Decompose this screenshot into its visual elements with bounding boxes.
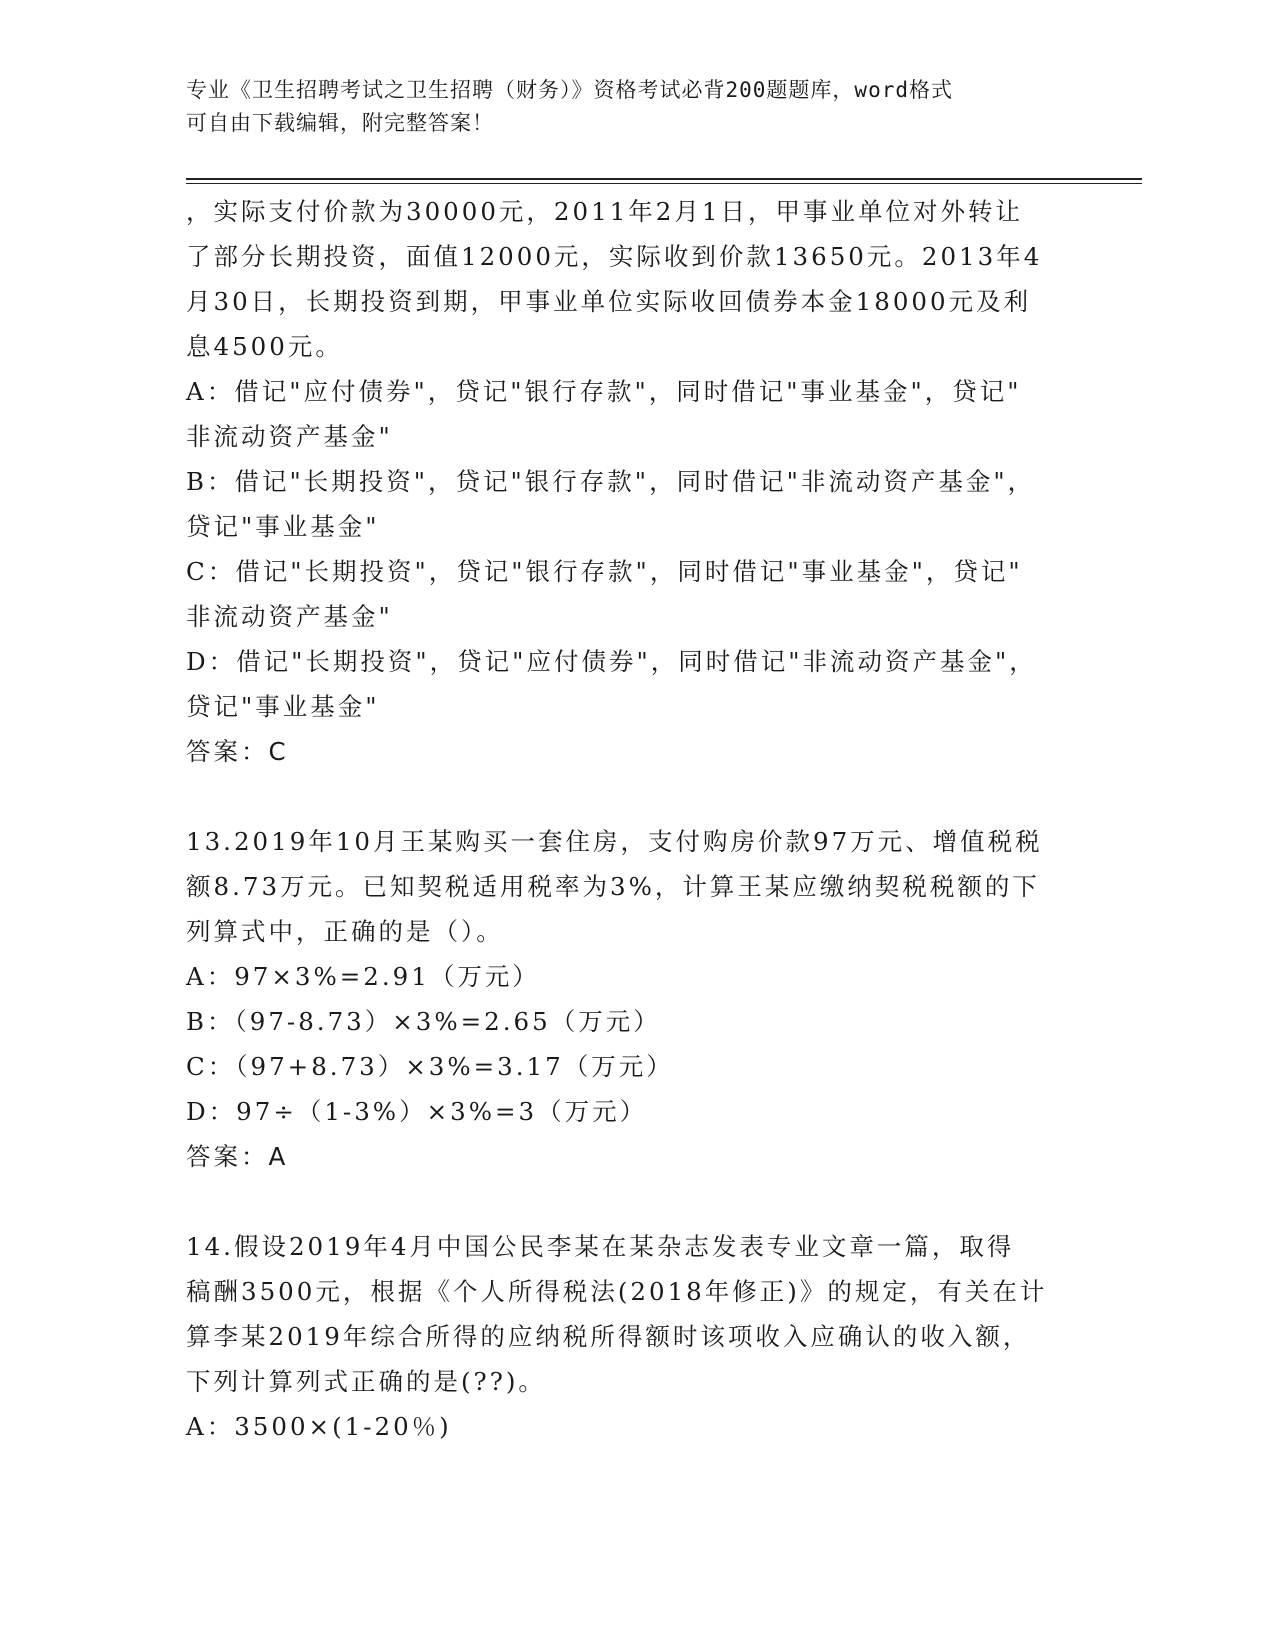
question-14-option-a: A：3500×(1-20％) [186,1412,452,1441]
question-14 [186,1224,1086,1449]
spacer [186,774,1086,819]
question-13-stem-line: 13.2019年10月王某购买一套住房，支付购房价款97万元、增值税税 [186,827,1043,856]
header-divider-thick [186,178,1142,180]
question-12-stem-line: 月30日，长期投资到期，甲事业单位实际收回债券本金18000元及利 [186,287,1032,316]
question-13-answer: 答案：A [186,1142,289,1171]
question-13-option-a: A：97×3%=2.91（万元） [186,962,540,991]
question-12-stem-line: 息4500元。 [186,332,343,361]
question-12-answer: 答案：C [186,737,289,766]
question-12-stem-line: ，实际支付价款为30000元，2011年2月1日，甲事业单位对外转让 [186,197,1023,226]
question-14-stem-line: 算李某2019年综合所得的应纳税所得额时该项收入应确认的收入额， [186,1322,1031,1351]
question-14-stem-line: 稿酬3500元，根据《个人所得税法(2018年修正)》的规定，有关在计 [186,1277,1048,1306]
question-12-option-b: B：借记"长期投资"，贷记"银行存款"，同时借记"非流动资产基金"， [186,467,1036,496]
question-content [186,189,1086,1449]
question-13-option-b: B：（97-8.73）×3%=2.65（万元） [186,1007,661,1036]
document-header [186,74,1086,140]
header-title-line-1: 专业《卫生招聘考试之卫生招聘（财务）》资格考试必背200题题库，word格式 [186,78,953,102]
question-12-option-c: C：借记"长期投资"，贷记"银行存款"，同时借记"事业基金"，贷记" [186,557,1023,586]
spacer [186,1179,1086,1224]
question-12-stem-line: 了部分长期投资，面值12000元，实际收到价款13650元。2013年4 [186,242,1043,271]
question-12-option-d-cont: 贷记"事业基金" [186,692,380,721]
question-12 [186,189,1086,774]
header-title-line-2: 可自由下载编辑，附完整答案！ [186,111,494,135]
question-13-stem-line: 额8.73万元。已知契税适用税率为3%，计算王某应缴纳契税税额的下 [186,872,1040,901]
question-12-option-a-cont: 非流动资产基金" [186,422,393,451]
question-12-option-a: A：借记"应付债券"，贷记"银行存款"，同时借记"事业基金"，贷记" [186,377,1022,406]
question-12-option-d: D：借记"长期投资"，贷记"应付债券"，同时借记"非流动资产基金"， [186,647,1037,676]
question-13-option-d: D：97÷（1-3%）×3%=3（万元） [186,1097,648,1126]
question-12-option-c-cont: 非流动资产基金" [186,602,393,631]
question-14-stem-line: 下列计算列式正确的是(??)。 [186,1367,546,1396]
question-13-stem-line: 列算式中，正确的是（）。 [186,917,504,946]
question-13-option-c: C：（97+8.73）×3%=3.17（万元） [186,1052,674,1081]
question-14-stem-line: 14.假设2019年4月中国公民李某在某杂志发表专业文章一篇，取得 [186,1232,1015,1261]
header-divider-thin [186,183,1142,184]
question-13 [186,819,1086,1179]
question-12-option-b-cont: 贷记"事业基金" [186,512,380,541]
